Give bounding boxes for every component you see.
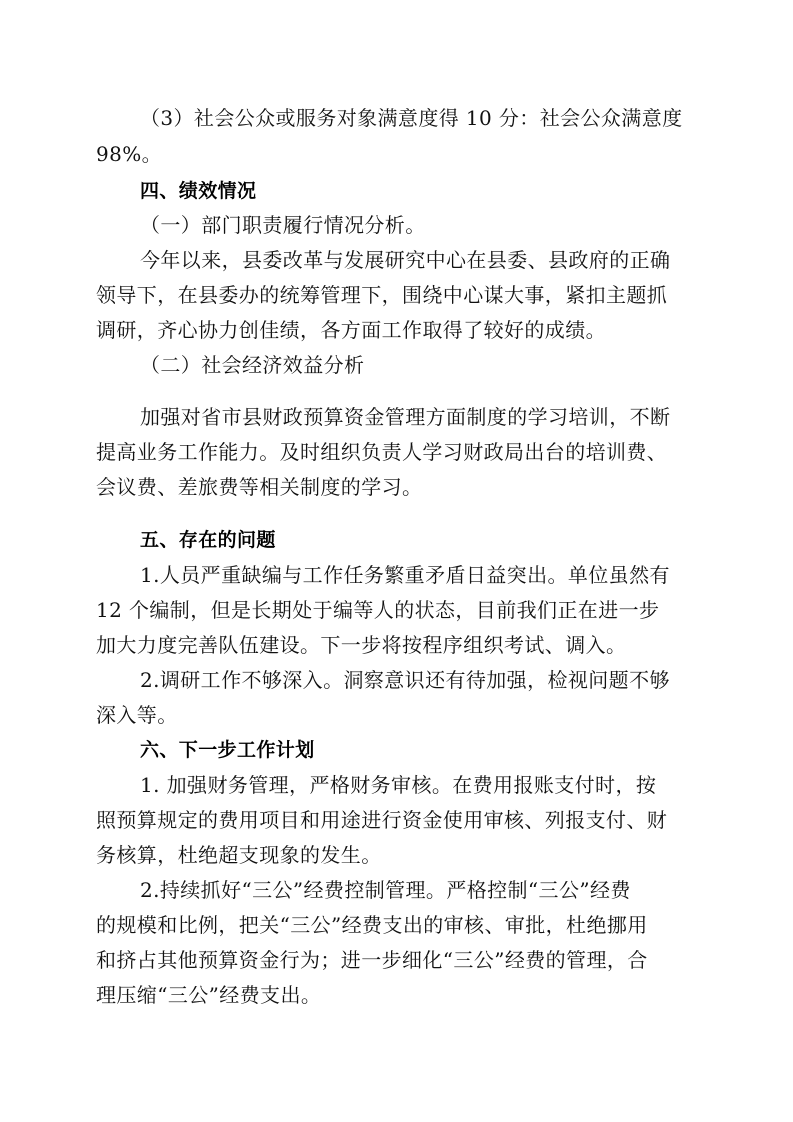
paragraph-line: 的规模和比例，把关“三公”经费支出的审核、审批，杜绝挪用	[96, 913, 648, 937]
paragraph-line: 2.调研工作不够深入。洞察意识还有待加强，检视问题不够	[140, 668, 670, 692]
paragraph-line: 1. 加强财务管理，严格财务审核。在费用报账支付时，按	[140, 773, 657, 797]
paragraph-line: 加强对省市县财政预算资金管理方面制度的学习培训，不断	[140, 405, 671, 429]
paragraph-line: 理压缩“三公”经费支出。	[96, 983, 322, 1007]
paragraph-line: 深入等。	[96, 703, 178, 727]
section-heading: 六、下一步工作计划	[140, 739, 315, 761]
paragraph-line: 2.持续抓好“三公”经费控制管理。严格控制“三公”经费	[140, 878, 631, 902]
paragraph-line: 加大力度完善队伍建设。下一步将按程序组织考试、调入。	[96, 633, 627, 657]
section-heading: 五、存在的问题	[140, 529, 276, 551]
paragraph-line: 1.人员严重缺编与工作任务繁重矛盾日益突出。单位虽然有	[140, 563, 670, 587]
paragraph-line: 调研，齐心协力创佳绩，各方面工作取得了较好的成绩。	[96, 318, 606, 342]
section-heading: 四、绩效情况	[140, 180, 257, 202]
paragraph-line: 照预算规定的费用项目和用途进行资金使用审核、列报支付、财	[96, 808, 668, 832]
paragraph-line: （3）社会公众或服务对象满意度得 10 分：社会公众满意度	[140, 106, 683, 130]
paragraph-line: 领导下，在县委办的统筹管理下，围绕中心谋大事，紧扣主题抓	[96, 283, 668, 307]
paragraph-line: 会议费、差旅费等相关制度的学习。	[96, 475, 423, 499]
paragraph-line: 务核算，杜绝超支现象的发生。	[96, 843, 382, 867]
subsection-heading: （一）部门职责履行情况分析。	[140, 213, 426, 237]
paragraph-line: 12 个编制，但是长期处于编等人的状态，目前我们正在进一步	[96, 598, 660, 622]
paragraph-line: 今年以来，县委改革与发展研究中心在县委、县政府的正确	[140, 248, 671, 272]
paragraph-line: 98%。	[96, 142, 163, 166]
paragraph-line: 提高业务工作能力。及时组织负责人学习财政局出台的培训费、	[96, 440, 668, 464]
subsection-heading: （二）社会经济效益分析	[140, 353, 365, 377]
paragraph-line: 和挤占其他预算资金行为；进一步细化“三公”经费的管理，合	[96, 948, 648, 972]
